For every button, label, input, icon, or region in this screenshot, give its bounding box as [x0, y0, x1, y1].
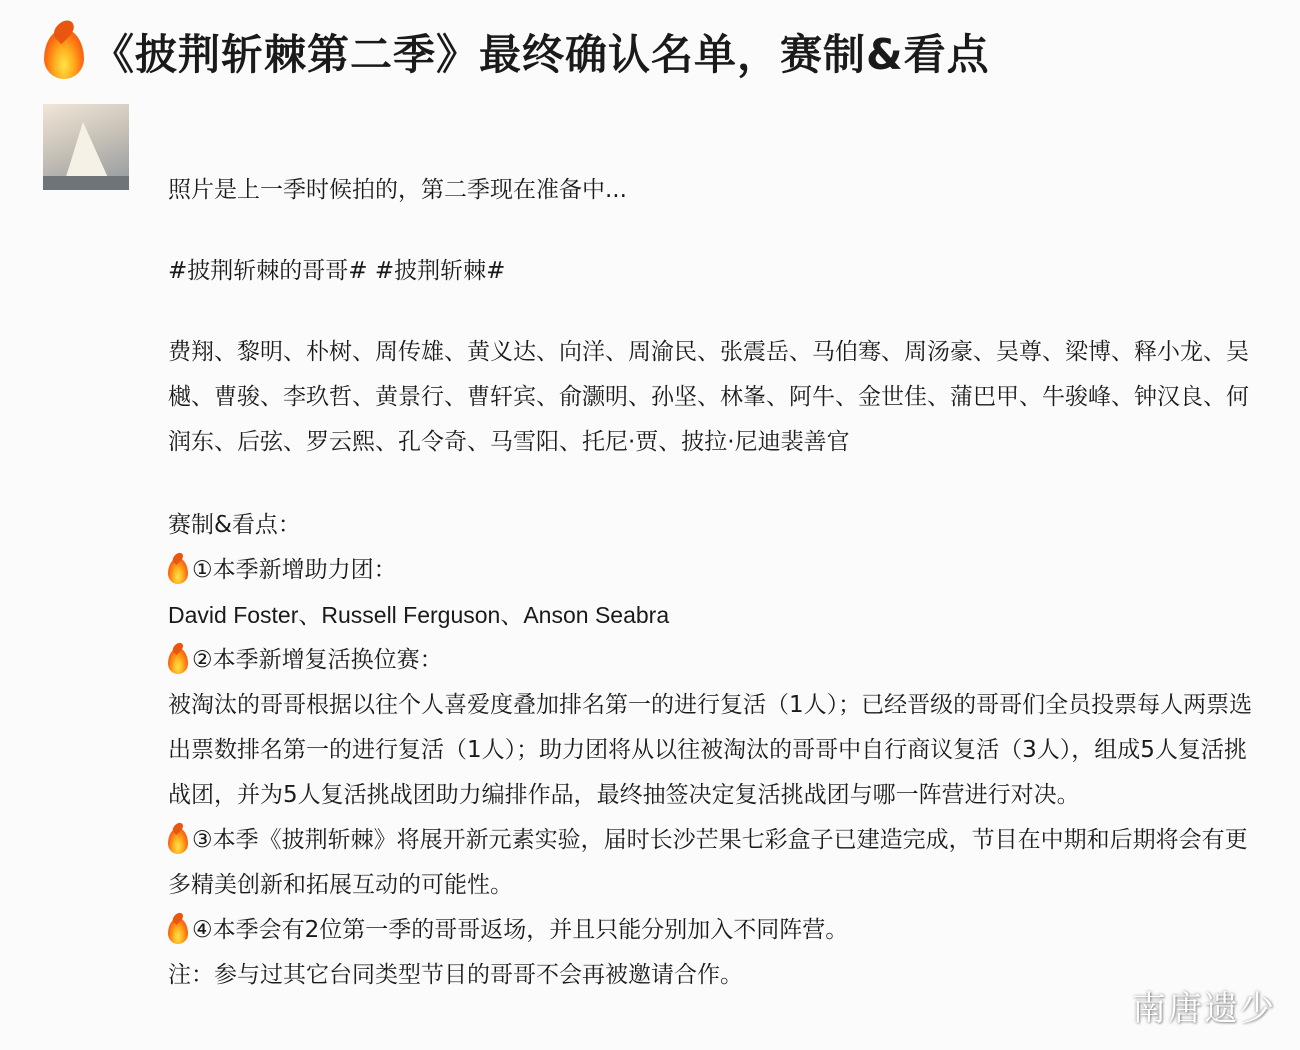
point-3: ③本季《披荆斩棘》将展开新元素实验，届时长沙芒果七彩盒子已建造完成，节目在中期和后期将会有更多精美创新和拓展互动的可能性。: [168, 827, 1248, 898]
fire-icon: [168, 558, 188, 584]
avatar[interactable]: [43, 104, 129, 190]
avatar-sail-shape: [65, 122, 109, 180]
fire-icon: [168, 648, 188, 674]
point-2-body: 被淘汰的哥哥根据以往个人喜爱度叠加排名第一的进行复活（1人）；已经晋级的哥哥们全员投票每人两票选出票数排名第一的进行复活（1人）；助力团将从以往被淘汰的哥哥中自行商议复活（3人），组成5人复活挑战团，并为5人复活挑战团助力编排作品，最终抽签决定复活挑战团与哪一阵营进行对决。: [168, 692, 1253, 808]
point-1-title: ①本季新增助力团：: [168, 548, 1263, 593]
caption: 照片是上一季时候拍的，第二季现在准备中...: [168, 177, 627, 203]
section-heading: 赛制&看点：: [168, 512, 301, 538]
note: 注：参与过其它台同类型节目的哥哥不会再被邀请合作。: [168, 962, 743, 988]
watermark: 南唐遗少: [1132, 989, 1276, 1029]
article-title: [44, 22, 1284, 83]
fire-icon: [168, 828, 188, 854]
fire-icon: [44, 29, 84, 79]
fire-icon: [168, 918, 188, 944]
point-4: ④本季会有2位第一季的哥哥返场，并且只能分别加入不同阵营。: [168, 908, 1263, 953]
point-1-body: David Foster、Russell Ferguson、Anson Seabra: [168, 602, 670, 628]
avatar-ground: [43, 176, 129, 190]
point-2-title: ②本季新增复活换位赛：: [168, 638, 1263, 683]
post-body: [168, 168, 1263, 998]
article-title-text: 《披荆斩棘第二季》最终确认名单，赛制&看点: [92, 30, 990, 79]
roster-list: 费翔、黎明、朴树、周传雄、黄义达、向洋、周渝民、张震岳、马伯骞、周汤豪、吴尊、梁博、释小龙、吴樾、曹骏、李玖哲、黄景行、曹轩宾、俞灏明、孙坚、林峯、阿牛、金世佳、蒲巴甲、牛骏峰、钟汉良、何润东、后弦、罗云熙、孔令奇、马雪阳、托尼·贾、披拉·尼迪裴善官: [168, 339, 1249, 455]
hashtags[interactable]: #披荆斩棘的哥哥# #披荆斩棘#: [168, 258, 506, 284]
